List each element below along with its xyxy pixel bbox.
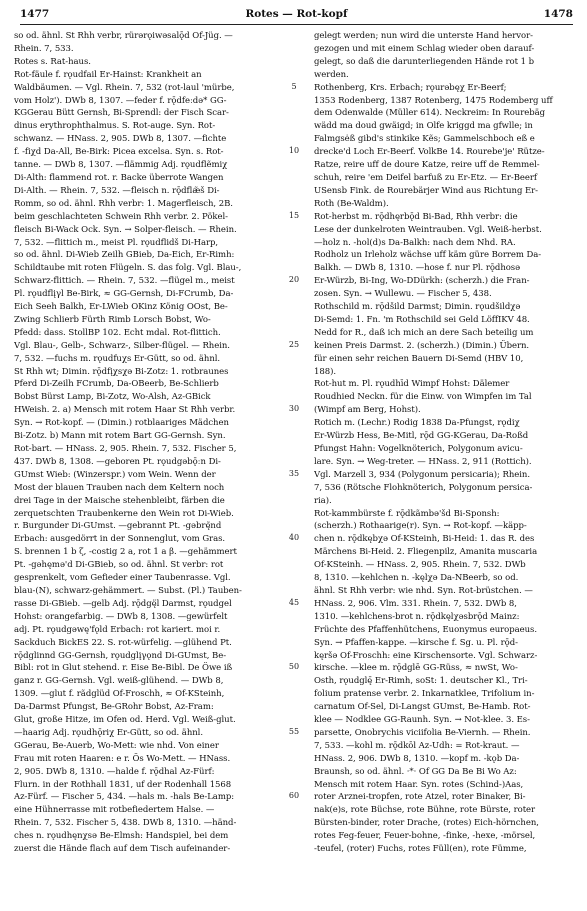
text-line: Rot-hut m. Pl. rǫudhīd Wimpf Hohst: Dälemer — [314, 379, 510, 390]
text-line: Pfungst Hahn: Vogelknöterich, Polygonum avicu- — [314, 444, 523, 454]
text-line: parsette, Onobrychis viciifolia Be-Viernh. — Rhein. — [314, 727, 531, 738]
text-line: 1309. —glut f. rãdglüd Of-Froschh, ≈ Of-KSteinh, — [14, 689, 225, 700]
line-number: 55 — [288, 726, 300, 736]
text-line: kirsche. —klee m. rǭdglē GG-Rüss, ≈ nwSt, Wo- — [314, 663, 518, 674]
text-line: blau-(N), schwarz-gehämmert. — Subst. (Pl.) Tauben- — [14, 585, 242, 596]
text-line: Lese der dunkelroten Weintrauben. Vgl. Weiß-herbst. — [314, 224, 542, 235]
text-line: fleisch Bi-Wack Ock. Syn. → Solper-fleisch. — Rhein. — [14, 224, 237, 235]
text-line: 188). — [314, 366, 336, 377]
text-line: Rot-bart. — HNass. 2, 905. Rhein. 7, 532. Fischer 5, — [14, 444, 237, 454]
text-line: HNass. 2, 906. DWb 8, 1310. —kopf m. -kǫb Da- — [314, 753, 520, 764]
text-line: Balkh. — DWb 8, 1310. —hose f. nur Pl. rǭdhosə — [314, 263, 521, 274]
text-line: adj. Pt. rǫudgəwę'fǫld Erbach: rot kariert. moi r. — [14, 624, 221, 635]
text-line: Roth (Be-Waldm). — [314, 198, 389, 209]
text-line: Rotich m. (Lechr.) Rodig 1838 Da-Pfungst, rǫdiχ — [314, 418, 520, 429]
text-line: 2, 905. DWb 8, 1310. —halde f. rǭdhal Az-Fürf: — [14, 766, 215, 777]
text-line: Da-Darmst Pfungst, Be-GRohr Bobst, Az-Fram: — [14, 702, 214, 713]
text-line: Flurn. in der Rothhall 1831, uf der Rodenhall 1568 — [14, 779, 232, 790]
text-line: USensb Fink. de Rourebärjer Wind aus Richtung Er- — [314, 185, 538, 196]
line-number: 10 — [288, 146, 300, 156]
text-line: Rhein. 7, 533. — [14, 43, 74, 54]
line-number: 50 — [288, 662, 300, 672]
text-line: wädd ma doud gwäigd; in Olfe kriggd ma gfwlle; in — [314, 121, 533, 132]
text-line: Rodholz un Irleholz wächse uff käm güre Borrem Da- — [314, 250, 542, 261]
text-line: 1310. —kehlchens-brot n. rǭdkęlχəsbrǭd Mainz: — [314, 611, 520, 622]
text-line: folium pratense verbr. 2. Inkarnatklee, Trifolium in- — [314, 689, 535, 700]
page-number-right: 1478 — [543, 8, 573, 20]
text-line: Romm, so od. ähnl. Rhh verbr: 1. Magerfleisch, 2B. — [14, 198, 233, 209]
text-line: Früchte des Pfaffenhütchens, Euonymus europaeus. — [314, 624, 537, 635]
line-number: 5 — [291, 81, 297, 91]
text-line: S. brennen 1 b ζ, -costig 2 a, rot 1 a β. —gehämmert — [14, 547, 237, 558]
text-line: Bürsten-binder, roter Drache, (rotes) Eich-hörnchen, — [314, 818, 539, 829]
text-line: Frau mit roten Haaren: e r. Ös Wo-Mett. — HNass. — [14, 753, 231, 764]
text-line: schwanz. — HNass. 2, 905. DWb 8, 1307. —fichte — [14, 134, 227, 145]
text-line: drecke'd Loch Er-Beerf. VolkBe 14. Rourebe'je' Rütze- — [314, 147, 545, 158]
left-column — [14, 30, 276, 856]
text-line: 437. DWb 8, 1308. —geboren Pt. rǫudgəbǭːn Di- — [14, 456, 221, 467]
text-line: Hohst: orangefarbig. — DWb 8, 1308. —gewürfelt — [14, 611, 228, 622]
text-line: tanne. — DWb 8, 1307. —flämmig Adj. rǫudflẽmiχ — [14, 160, 228, 171]
text-line: Bobst Bürst Lamp, Bi-Zotz, Wo-Alsh, Az-GBick — [14, 392, 211, 403]
text-line: Sackduch BickES 22. S. rot-würfelig. —glühend Pt. — [14, 637, 232, 648]
text-line: GUmst Wieb: (Winzerspr.) vom Wein. Wenn der — [14, 469, 216, 480]
text-line: Di-Alth: flammend rot. r. Backe überrote Wangen — [14, 172, 224, 183]
text-line: Bi-Zotz. b) Mann mit rotem Bart GG-Gernsh. Syn. — [14, 431, 226, 442]
text-line: zosen. Syn. → Wullewu. — Fischer 5, 438. — [314, 289, 492, 300]
text-line: Roudhied Neckn. für die Einw. von Wimpfen im Tal — [314, 392, 532, 403]
text-line: Rot-herbst m. rǭdhęrbǭd Bi-Bad, Rhh verbr: die — [314, 211, 518, 222]
line-number: 40 — [288, 533, 300, 543]
text-line: Waldbäumen. — Vgl. Rhein. 7, 532 (rot-laul 'mürbe, — [14, 82, 235, 93]
text-line: Pfedd: dass. StollBP 102. Echt mdal. Rot-flittich. — [14, 327, 221, 338]
text-line: dem Odenwalde (Müller 614). Neckreim: In Rourebäg — [314, 108, 545, 119]
text-line: ganz r. GG-Gernsh. Vgl. weiß-glühend. — DWb 8, — [14, 676, 224, 687]
text-line: Falmgsėß gibd's stinkike Kẽs; Gammelschboch eß e — [314, 134, 535, 145]
text-line: nak(e)s, rote Büchse, rote Bühne, rote Bürste, roter — [314, 805, 536, 816]
line-number: 60 — [288, 791, 300, 801]
text-line: KGGerau Bütt Gernsh, Bi-Sprendl: der Fisch Scar- — [14, 108, 229, 119]
text-line: 1353 Rodenberg, 1387 Rotenberg, 1475 Rodemberg uff — [314, 95, 553, 106]
text-line: Rothenberg, Krs. Erbach; rǫurəbęχ Er-Beerf; — [314, 82, 507, 93]
text-line: so od. ähnl. Di-Wieb Zeilh GBieb, Da-Eich, Er-Rimh: — [14, 250, 235, 261]
text-line: rotes Feg-feuer, Feuer-bohne, -finke, -hexe, -mörsel, — [314, 831, 536, 842]
text-line: beim geschlachteten Schwein Rhh verbr. 2. Pökel- — [14, 211, 228, 222]
text-line: schuh, reire 'em Deifel barfuß zu Er-Etz. — Er-Beerf — [314, 172, 537, 183]
text-line: Vgl. Marzell 3, 934 (Polygonum persicaria); Rhein. — [314, 469, 530, 480]
text-line: Rhein. 7, 532. Fischer 5, 438. DWb 8, 1310. —händ- — [14, 818, 237, 829]
text-line: Schildtaube mit roten Flügeln. S. das folg. Vgl. Blau-, — [14, 263, 242, 274]
text-line: 7, 536 (Rötsche Flohknöterich, Polygonum persica- — [314, 482, 533, 493]
text-line: Osth, rǫudglę̄ Er-Rimh, soSt: 1. deutscher Kl., Tri- — [314, 676, 528, 687]
text-line: Most der blauen Trauben nach dem Keltern noch — [14, 482, 225, 493]
text-line: Vgl. Blau-, Gelb-, Schwarz-, Silber-flügel. — Rhein. — [14, 340, 230, 351]
text-line: 8, 1310. —kehlchen n. -kęlχə Da-NBeerb, so od. — [314, 573, 519, 584]
text-line: —haarig Adj. rǫudhǭriχ Er-Gütt, so od. ähnl. — [14, 727, 203, 738]
text-line: so od. ähnl. St Rhh verbr, rürərǫiwəsalǭd Of-Jüg. — — [14, 31, 233, 41]
text-line: gelegt, so daß die darunterliegenden Hände rot 1 b — [314, 56, 535, 67]
text-line: Zwing Schlierb Fürth Rimb Lorsch Bobst, Wo- — [14, 314, 211, 325]
text-line: -teufel, (roter) Fuchs, rotes Füll(en), rote Fümme, — [314, 844, 527, 855]
running-head: Rotes — Rot-kopf — [245, 8, 348, 20]
right-column — [314, 30, 576, 856]
text-line: lare. Syn. → Weg-treter. — HNass. 2, 911 (Rottich). — [314, 456, 532, 467]
text-line: carnatum Of-Sel, Di-Langst GUmst, Be-Hamb. Rot- — [314, 702, 531, 713]
text-line: Glut, große Hitze, im Ofen od. Herd. Vgl. Weiß-glut. — [14, 715, 236, 726]
text-line: zerquetschten Traubenkerne den Wein rot Di-Wieb. — [14, 508, 234, 519]
text-line: r. Burgunder Di-GUmst. —gebrannt Pt. -gəbrę̃nd — [14, 521, 222, 532]
text-line: rasse Di-GBieb. —gelb Adj. rǭdgę̈l Darmst, rǫudgel — [14, 598, 232, 609]
text-line: gelegt werden; nun wird die unterste Hand hervor- — [314, 31, 533, 41]
text-line: zuerst die Hände flach auf dem Tisch aufeinander- — [14, 844, 231, 855]
text-line: Braunsh, so od. ähnl. ·*· Of GG Da Be Bi Wo Az: — [314, 766, 517, 777]
text-line: ches n. rǫudhęnχsə Be-Elmsh: Handspiel, bei dem — [14, 831, 229, 842]
text-line: Eich Seeh Balkh, Er-LWieb OKinz König OOst, Be- — [14, 302, 228, 313]
text-line: kęršə Of-Froschh: eine Kirschensorte. Vgl. Schwarz- — [314, 650, 538, 661]
text-line: Märchens Bi-Heid. 2. Fliegenpilz, Amanita muscaria — [314, 547, 538, 558]
text-line: Rot-kammbürste f. rǭdkãmbə'šd Bi-Sponsh: — [314, 508, 500, 519]
text-line: Rotes s. Rat-haus. — [14, 56, 91, 67]
text-line: (Wimpf am Berg, Hohst). — [314, 405, 421, 416]
text-line: (scherzh.) Rothaarige(r). Syn. → Rot-kopf. —käpp- — [314, 521, 527, 532]
text-line: St Rhh wt; Dimin. rǭdfįχsχə Bi-Zotz: 1. rotbraunes — [14, 366, 229, 377]
line-number: 20 — [288, 275, 300, 285]
text-line: Mensch mit rotem Haar. Syn. rotes (Schind-)Aas, — [314, 779, 524, 790]
text-line: für einen sehr reichen Bauern Di-Semd (HBV 10, — [314, 353, 524, 364]
text-line: Syn. → Pfaffen-kappe. —kirsche f. Sg. u. Pl. rǭd- — [314, 637, 518, 648]
line-number: 45 — [288, 597, 300, 607]
page-number-left: 1477 — [20, 8, 50, 20]
text-line: ria). — [314, 495, 332, 506]
text-line: Ratze, reire uff de doure Katze, reire uff de Remmel- — [314, 160, 540, 171]
text-line: Syn. → Rot-kopf. — (Dimin.) rotblaariges Mädchen — [14, 418, 229, 429]
text-line: f. -fiχd Da-All, Be-Birk: Picea excelsa. Syn. s. Rot- — [14, 147, 224, 158]
text-line: dinus erythrophthalmus. S. Rot-auge. Syn. Rot- — [14, 121, 216, 132]
page-header — [20, 8, 573, 25]
text-line: ähnl. St Rhh verbr: wie nhd. Syn. Rot-brüstchen. — — [314, 585, 533, 596]
text-line: drei Tage in der Maische stehenbleibt, färben die — [14, 495, 225, 506]
text-line: Er-Würzb Hess, Be-Mitl, rǭd GG-KGerau, Da-Roßd — [314, 431, 529, 442]
text-line: Schwarz-flittich. — Rhein. 7, 532. —flügel m., meist — [14, 276, 235, 287]
text-line: gezogen und mit einem Schlag wieder oben darauf- — [314, 43, 535, 54]
text-line: werden. — [314, 69, 349, 80]
text-line: HNass. 2, 906. Vlm. 331. Rhein. 7, 532. DWb 8, — [314, 598, 517, 609]
text-line: —holz n. -hol(d)s Da-Balkh: nach dem Nhd. RA. — [314, 237, 516, 248]
text-line: klee — Nodklee GG-Raunh. Syn. → Not-klee. 3. Es- — [314, 715, 530, 726]
text-line: Di-Semd: 1. Fn. 'm Rothschild sei Geld LöffIKV 48. — [314, 314, 530, 325]
text-line: chen n. rǭdkębχə Of-KSteinh, Bi-Heid: 1. das R. des — [314, 534, 535, 545]
text-line: Rothschild m. rǭdšild Darmst; Dimin. rǫudšildχə — [314, 302, 521, 313]
text-line: HWeish. 2. a) Mensch mit rotem Haar St Rhh verbr. — [14, 405, 236, 416]
text-line: Pferd Di-Zeilh FCrumb, Da-OBeerb, Be-Schlierb — [14, 379, 219, 390]
text-line: Az-Fürf. — Fischer 5, 434. —hals m. -hals Be-Lamp: — [14, 792, 235, 803]
text-line: Di-Alth. — Rhein. 7, 532. —fleisch n. rǭdflæ̃š Di- — [14, 185, 220, 196]
text-line: Bibl: rot in Glut stehend. r. Eise Be-Bibl. De Öwe iß — [14, 663, 233, 674]
text-line: Er-Würzb, Bi-Ing, Wo-DDürkh: (scherzh.) die Fran- — [314, 276, 530, 287]
line-number: 15 — [288, 210, 300, 220]
text-line: Pl. rǫudflįγl Be-Birk, ≈ GG-Gernsh, Di-FCrumb, Da- — [14, 289, 234, 300]
line-number: 25 — [288, 339, 300, 349]
text-line: Pt. -gəhęmə'd Di-GBieb, so od. ähnl. St verbr: rot — [14, 560, 224, 571]
text-line: gesprenkelt, vom Gefieder einer Taubenrasse. Vgl. — [14, 573, 231, 584]
text-line: vom Holz'). DWb 8, 1307. —feder f. rǭdfeːdə* GG- — [14, 95, 227, 106]
text-line: 7, 532. —flittich m., meist Pl. rǫudflidš Di-Harp, — [14, 237, 219, 248]
text-line: Rot-fäule f. rǫudfail Er-Hainst: Krankheit an — [14, 69, 202, 80]
text-line: GGerau, Be-Auerb, Wo-Mett: wie nhd. Von einer — [14, 740, 219, 751]
text-line: Of-KSteinh. — HNass. 2, 905. Rhein. 7, 532. DWb — [314, 560, 526, 571]
text-line: roter Arznei-tropfen, rote Atzel, roter Binaker, Bi- — [314, 792, 526, 803]
text-line: eine Hühnerrasse mit rotbefiedertem Halse. — — [14, 805, 215, 816]
text-line: 7, 533. —kohl m. rǭdkōl Az-Udh: = Rot-kraut. — — [314, 740, 520, 751]
line-number: 30 — [288, 404, 300, 414]
text-line: rǭdglinnd GG-Gernsh, rǫudglįγǫnd Di-GUmst, Be- — [14, 650, 227, 661]
text-line: 7, 532. —fuchs m. rǫudfuχs Er-Gütt, so od. ähnl. — [14, 353, 221, 364]
text-line: Nedd for R., daß ich mich an dere Sach beteilig um — [314, 327, 534, 338]
text-line: keinen Preis Darmst. 2. (scherzh.) (Dimin.) Übern. — [314, 340, 530, 351]
line-number: 35 — [288, 468, 300, 478]
text-line: Erbach: ausgedörrt in der Sonnenglut, vom Gras. — [14, 534, 226, 545]
